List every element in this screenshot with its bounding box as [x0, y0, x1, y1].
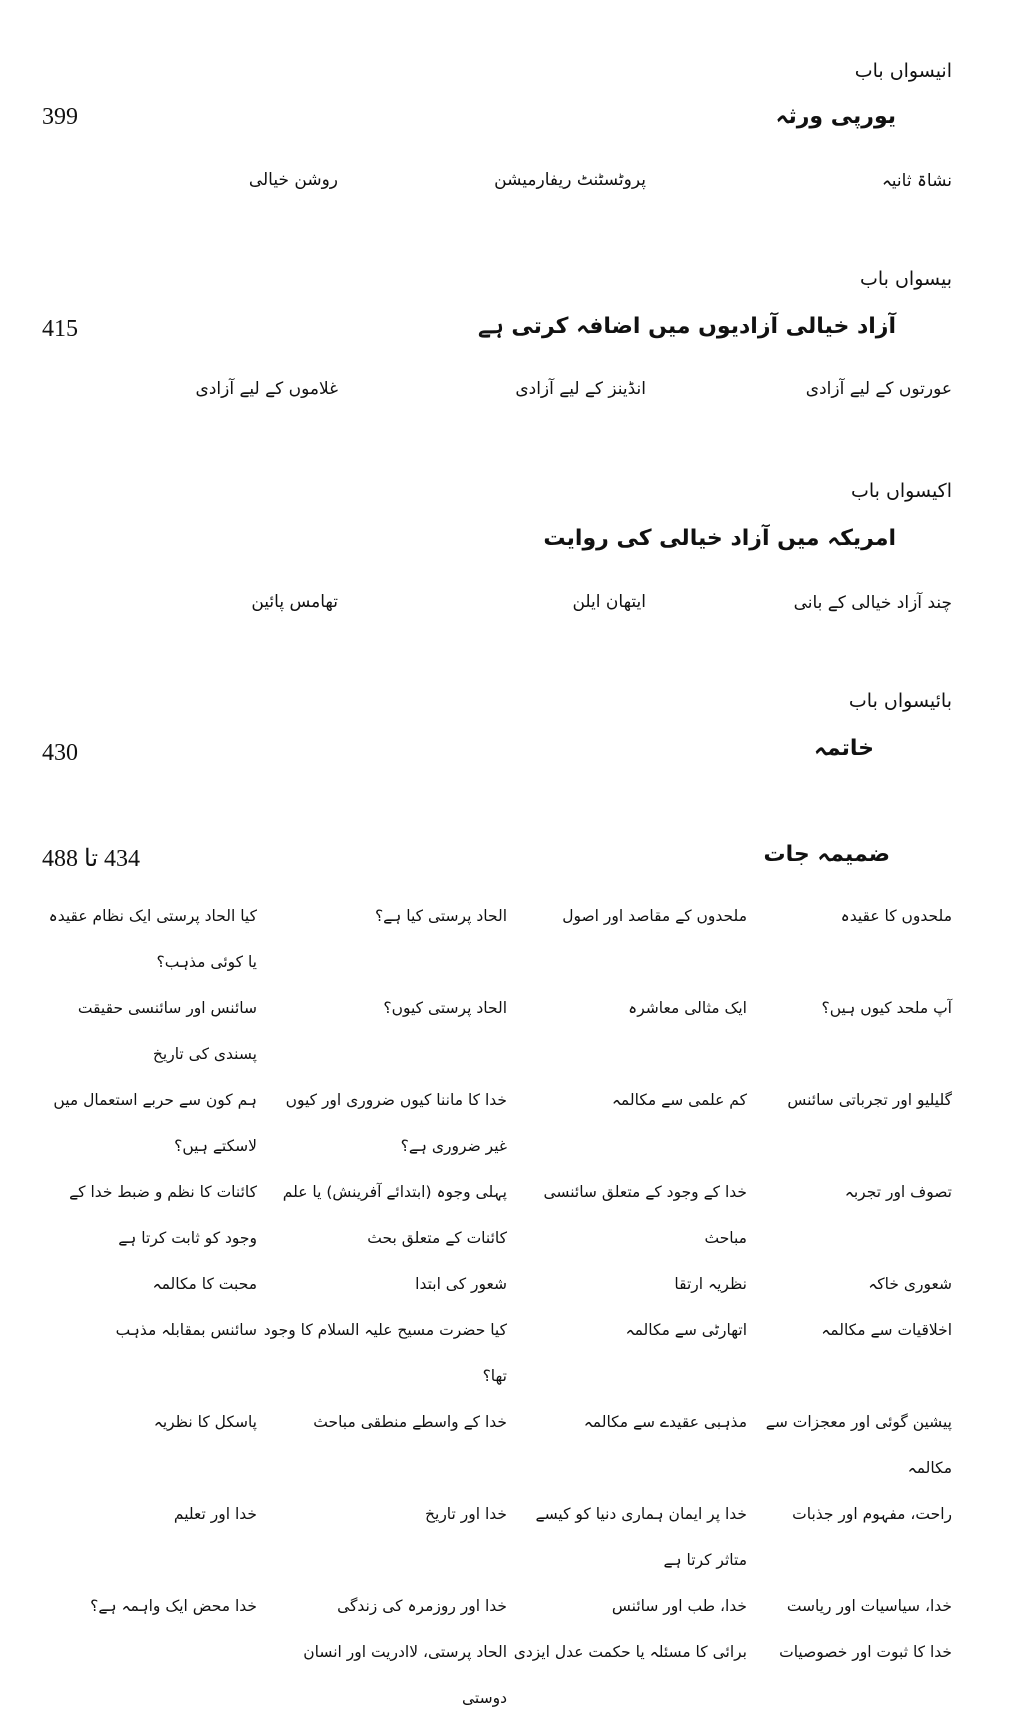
- appendix-item: تصوف اور تجربہ: [844, 1183, 952, 1201]
- appendix-item: نظریہ ارتقا: [674, 1275, 747, 1293]
- section-item: عورتوں کے لیے آزادی: [805, 379, 952, 399]
- section-item: نشاۃ ثانیہ: [881, 171, 952, 191]
- section-item: چند آزاد خیالی کے بانی: [793, 593, 952, 613]
- appendix-item: ملحدوں کا عقیدہ: [840, 907, 952, 925]
- appendix-item: پیشین گوئی اور معجزات سے مکالمہ: [765, 1413, 952, 1477]
- appendix-item: آپ ملحد کیوں ہیں؟: [821, 999, 952, 1017]
- appendix-item: گلیلیو اور تجرباتی سائنس: [787, 1091, 952, 1109]
- chapter-number: بائیسواں باب: [848, 690, 952, 712]
- appendix-item: سائنس بمقابلہ مذہب: [115, 1321, 257, 1339]
- appendix-page-range: 434 تا 488: [42, 846, 140, 872]
- appendix-item: خدا محض ایک واہمہ ہے؟: [90, 1597, 257, 1615]
- appendix-item: شعور کی ابتدا: [415, 1275, 507, 1293]
- appendix-item: شعوری خاکہ: [868, 1275, 952, 1293]
- appendix-item: خدا، طب اور سائنس: [611, 1597, 747, 1615]
- appendix-item: کم علمی سے مکالمہ: [611, 1091, 747, 1109]
- appendix-item: خدا اور تاریخ: [425, 1505, 507, 1523]
- section-item: غلاموں کے لیے آزادی: [195, 379, 338, 399]
- section-item: انڈینز کے لیے آزادی: [515, 379, 646, 399]
- appendix-item: برائی کا مسئلہ یا حکمت عدل ایزدی: [513, 1643, 747, 1661]
- chapter-number: بیسواں باب: [859, 268, 952, 290]
- appendix-item: ایک مثالی معاشرہ: [628, 999, 747, 1017]
- page-number: 399: [42, 104, 78, 130]
- appendix-item: خدا کا ثبوت اور خصوصیات: [779, 1643, 952, 1661]
- page-number: 430: [42, 740, 78, 766]
- section-item: ایتھان ایلن: [572, 592, 646, 612]
- appendix-item: الحاد پرستی کیوں؟: [383, 999, 507, 1017]
- appendix-item: محبت کا مکالمہ: [152, 1275, 257, 1293]
- appendix-item: پاسکل کا نظریہ: [153, 1413, 257, 1431]
- appendix-item: راحت، مفہوم اور جذبات: [792, 1505, 952, 1523]
- appendix-item: ملحدوں کے مقاصد اور اصول: [562, 907, 747, 925]
- appendix-item: خدا کا ماننا کیوں ضروری اور کیوں غیر ضروری ہے؟: [285, 1091, 507, 1155]
- appendix-item: مذہبی عقیدے سے مکالمہ: [583, 1413, 747, 1431]
- chapter-title: یورپی ورثہ: [775, 104, 896, 129]
- appendix-item: خدا، سیاسیات اور ریاست: [786, 1597, 952, 1615]
- chapter-number: انیسواں باب: [854, 60, 952, 82]
- appendix-item: اخلاقیات سے مکالمہ: [821, 1321, 952, 1339]
- section-item: پروٹسٹنٹ ریفارمیشن: [494, 170, 646, 190]
- chapter-title: آزاد خیالی آزادیوں میں اضافہ کرتی ہے: [477, 314, 896, 339]
- appendix-item: خدا اور روزمرہ کی زندگی: [337, 1597, 507, 1615]
- appendix-item: خدا اور تعلیم: [173, 1505, 257, 1523]
- appendix-item: کیا حضرت مسیح علیہ السلام کا وجود تھا؟: [263, 1321, 507, 1385]
- appendix-item: کائنات کا نظم و ضبط خدا کے وجود کو ثابت کرتا ہے: [69, 1183, 257, 1247]
- appendix-title: ضمیمہ جات: [763, 842, 890, 867]
- appendix-item: کیا الحاد پرستی ایک نظام عقیدہ یا کوئی مذہب؟: [48, 907, 257, 971]
- chapter-title: امریکہ میں آزاد خیالی کی روایت: [543, 526, 896, 551]
- appendix-item: سائنس اور سائنسی حقیقت پسندی کی تاریخ: [77, 999, 257, 1063]
- appendix-item: پہلی وجوہ (ابتدائے آفرینش) یا علم کائنات کے متعلق بحث: [282, 1183, 507, 1247]
- appendix-item: [40, 1629, 257, 1721]
- page-number: 415: [42, 316, 78, 342]
- appendix-table: [40, 893, 952, 1721]
- chapter-title: خاتمہ: [813, 736, 874, 761]
- appendix-item: الحاد پرستی، لاادریت اور انسان دوستی: [303, 1643, 507, 1707]
- appendix-item: خدا کے واسطے منطقی مباحث: [313, 1413, 507, 1431]
- section-item: روشن خیالی: [248, 170, 338, 190]
- appendix-item: ہم کون سے حربے استعمال میں لاسکتے ہیں؟: [53, 1091, 257, 1155]
- appendix-item: اتھارٹی سے مکالمہ: [625, 1321, 747, 1339]
- appendix-item: خدا پر ایمان ہماری دنیا کو کیسے متاثر کرتا ہے: [535, 1505, 747, 1569]
- chapter-number: اکیسواں باب: [850, 480, 952, 502]
- section-item: تھامس پائین: [251, 592, 338, 612]
- appendix-item: خدا کے وجود کے متعلق سائنسی مباحث: [543, 1183, 747, 1247]
- appendix-item: الحاد پرستی کیا ہے؟: [374, 907, 507, 925]
